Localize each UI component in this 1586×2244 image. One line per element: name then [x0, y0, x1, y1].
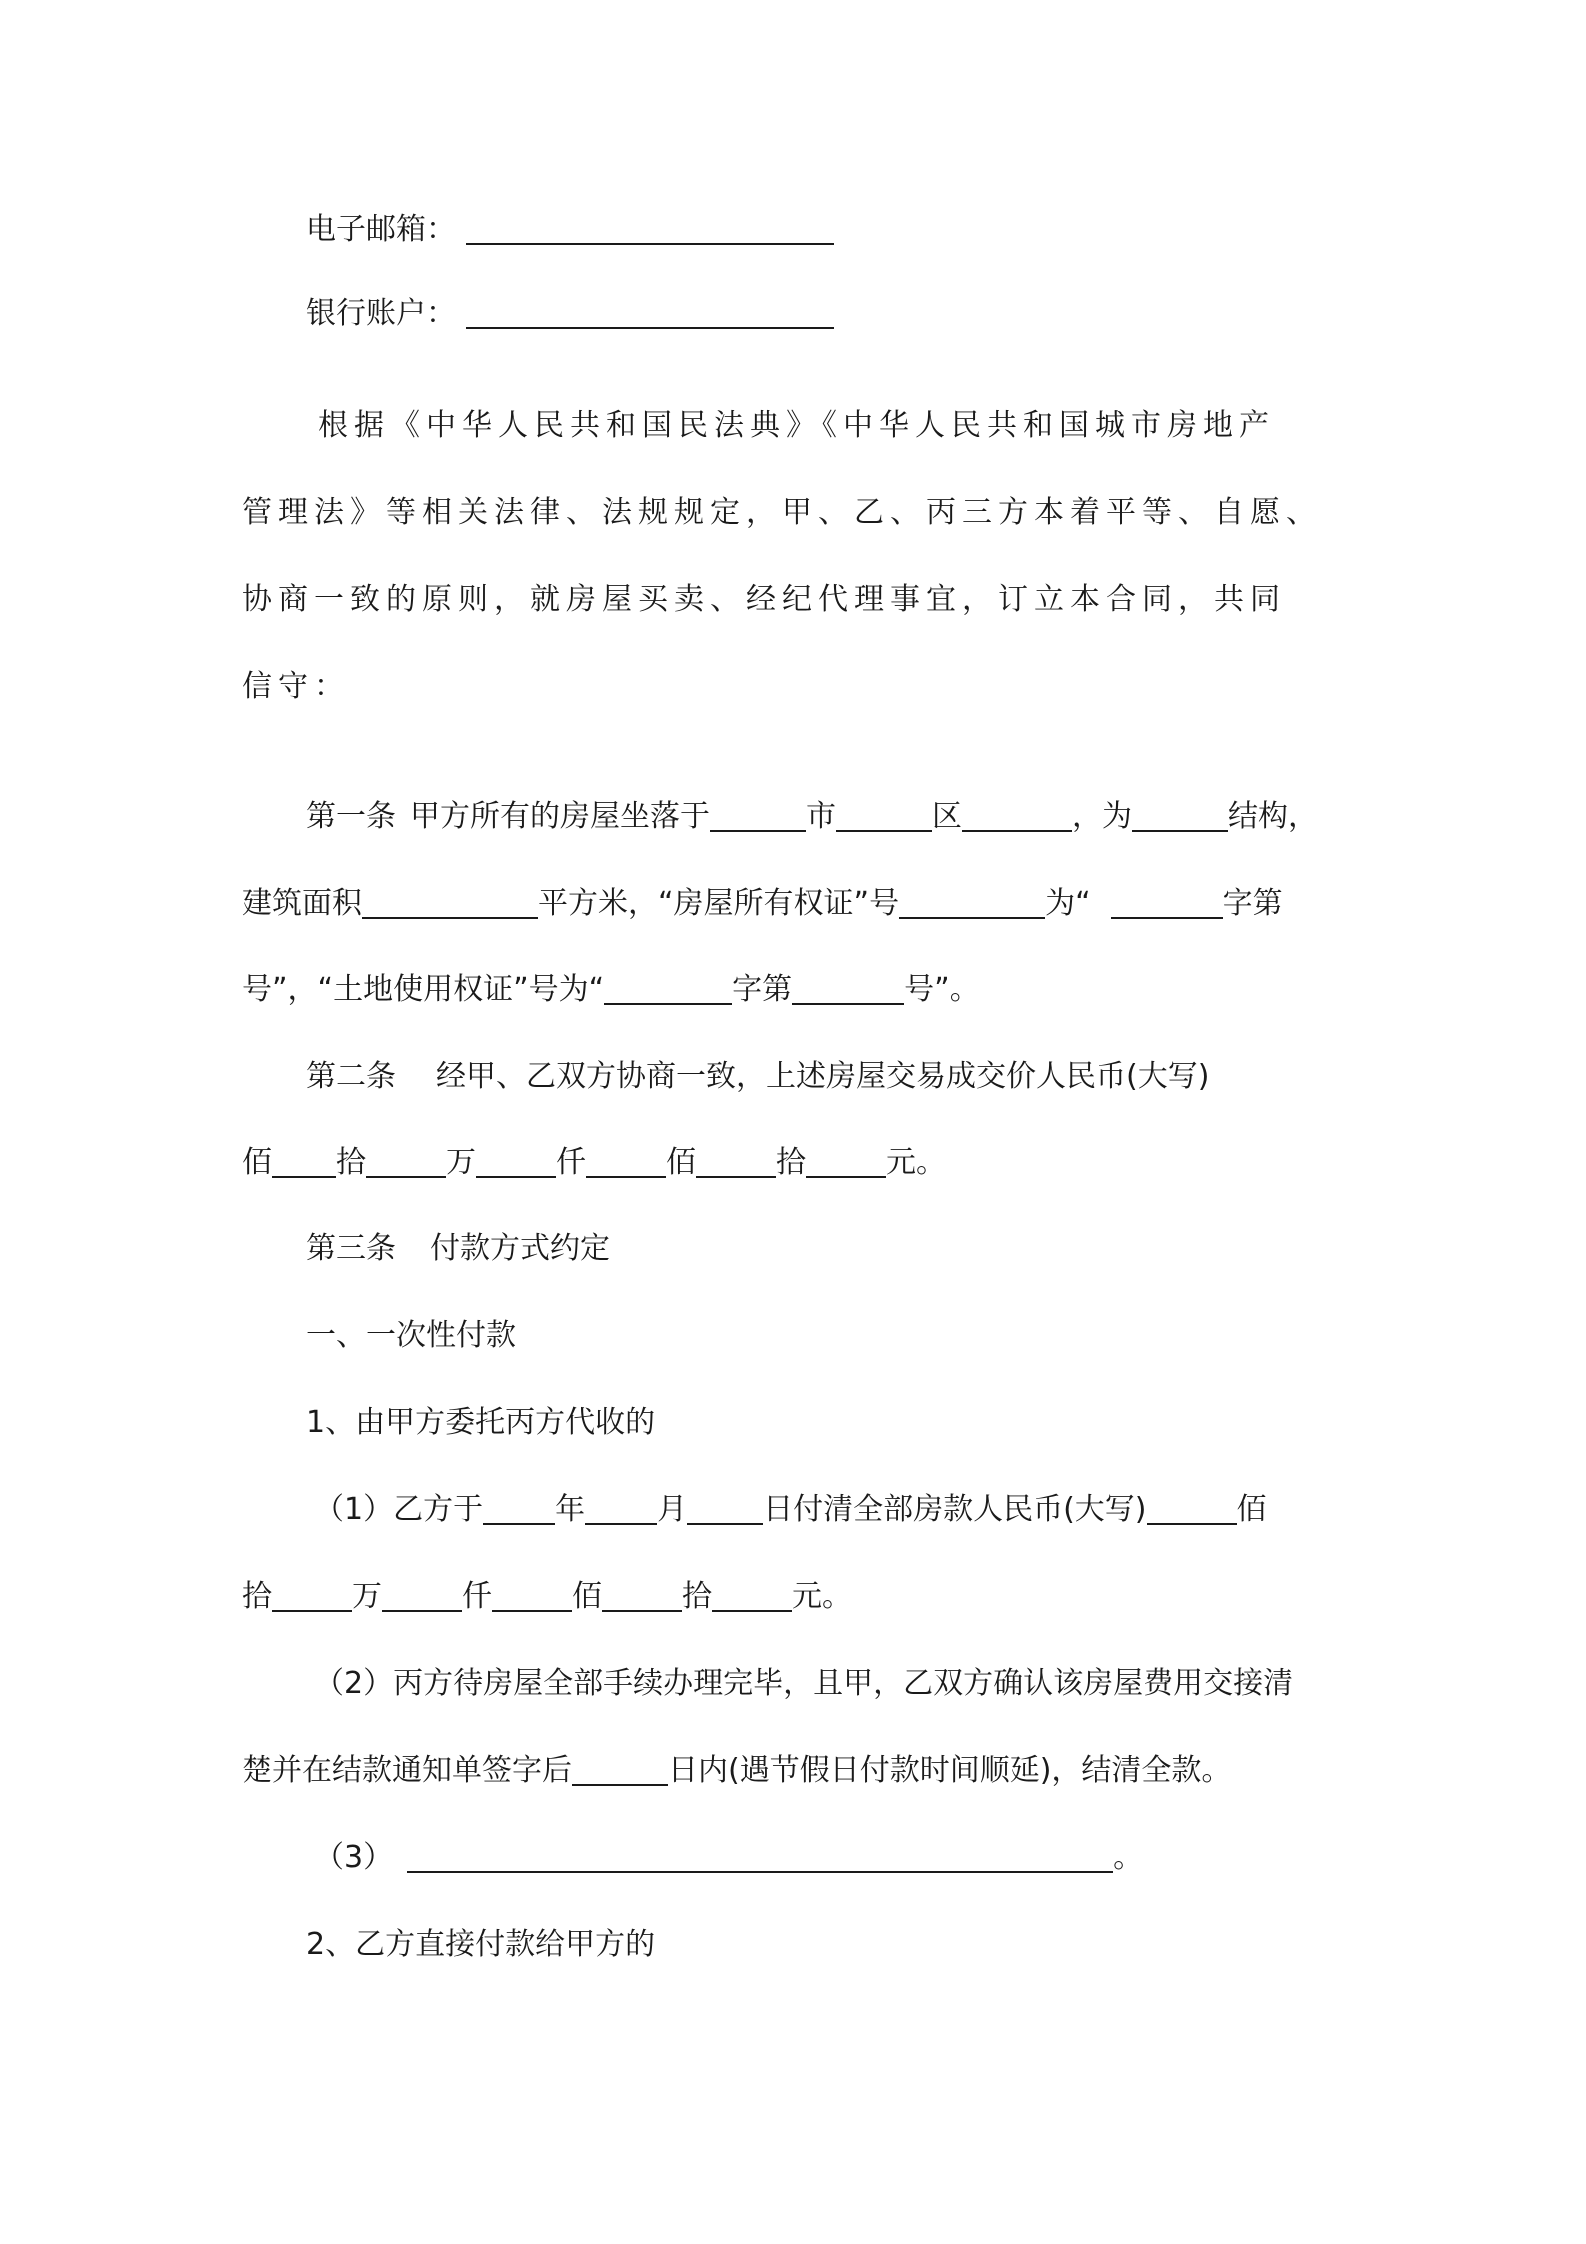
year-label: 年 — [555, 1492, 586, 1527]
day-blank[interactable] — [687, 1493, 763, 1525]
p1-text: 日付清全部房款人民币(大写) — [763, 1492, 1147, 1527]
area-blank[interactable] — [362, 887, 538, 919]
preamble-line-3: 协商一致的原则，就房屋买卖、经纪代理事宜，订立本合同，共同 — [242, 582, 1286, 617]
land-cert-number-blank[interactable] — [792, 973, 904, 1005]
address-blank[interactable] — [962, 800, 1072, 832]
p2-text: 丙方待房屋全部手续办理完毕，且甲，乙双方确认该房屋费用交接清 — [393, 1666, 1294, 1701]
p3-end: 。 — [1113, 1840, 1144, 1875]
unit-label: 拾 — [776, 1145, 806, 1180]
article-1-line-1 — [306, 797, 1318, 837]
unit-label: 拾 — [682, 1579, 712, 1614]
preamble-line-4: 信守： — [242, 669, 350, 704]
p1-number: （1） — [314, 1492, 394, 1527]
title-cert-label: 平方米，“房屋所有权证”号 — [538, 886, 900, 921]
article-1-text: 号”。 — [904, 972, 980, 1007]
preamble-line-1: 根据《中华人民共和国民法典》《中华人民共和国城市房地产 — [318, 408, 1275, 443]
item-2-heading: 2、乙方直接付款给甲方的 — [306, 1927, 656, 1962]
unit-label: 元。 — [886, 1145, 946, 1180]
p1-text: 乙方于 — [393, 1492, 484, 1527]
amount-blank[interactable] — [272, 1580, 352, 1612]
p3-line — [314, 1838, 1143, 1878]
unit-label: 佰 — [666, 1145, 696, 1180]
amount-blank[interactable] — [806, 1146, 886, 1178]
unit-label: 仟 — [462, 1579, 492, 1614]
title-cert-prefix-blank[interactable] — [1111, 887, 1223, 919]
article-2-line-2 — [242, 1143, 946, 1183]
unit-label: 元。 — [792, 1579, 852, 1614]
unit-label: 佰 — [242, 1145, 272, 1180]
land-cert-label: 号”，“土地使用权证”号为“ — [242, 972, 605, 1007]
amount-blank[interactable] — [712, 1580, 792, 1612]
city-blank[interactable] — [710, 800, 806, 832]
article-1-text: 字第 — [1222, 886, 1283, 921]
p2-text: 楚并在结款通知单签字后 — [242, 1753, 572, 1788]
amount-blank[interactable] — [492, 1580, 572, 1612]
unit-label: 佰 — [1236, 1492, 1267, 1527]
title-cert-blank[interactable] — [899, 887, 1045, 919]
district-blank[interactable] — [836, 800, 932, 832]
district-label: 区 — [932, 799, 962, 834]
article-1-text: 甲方所有的房屋坐落于 — [410, 799, 710, 834]
p2-text: 日内(遇节假日付款时间顺延)，结清全款。 — [668, 1753, 1232, 1788]
article-1-text: 为“ — [1045, 886, 1091, 921]
article-3-heading: 第三条 — [306, 1231, 396, 1266]
structure-label: 结构， — [1228, 799, 1318, 834]
article-2-line-1 — [306, 1057, 1209, 1097]
bank-account-row — [306, 294, 834, 334]
year-blank[interactable] — [483, 1493, 555, 1525]
item-1-heading: 1、由甲方委托丙方代收的 — [306, 1405, 656, 1440]
article-1-text: ，为 — [1072, 799, 1132, 834]
structure-blank[interactable] — [1132, 800, 1228, 832]
amount-blank[interactable] — [602, 1580, 682, 1612]
email-row — [306, 210, 834, 250]
days-blank[interactable] — [572, 1754, 668, 1786]
p3-blank[interactable] — [407, 1841, 1113, 1873]
p2-line-2 — [242, 1751, 1231, 1791]
section-1-heading: 一、一次性付款 — [306, 1318, 516, 1353]
bank-account-label: 银行账户： — [306, 296, 456, 331]
email-label: 电子邮箱： — [306, 212, 456, 247]
p1-line-2 — [242, 1577, 852, 1617]
month-blank[interactable] — [585, 1493, 657, 1525]
unit-label: 万 — [446, 1145, 476, 1180]
unit-label: 万 — [352, 1579, 382, 1614]
p1-line-1 — [314, 1490, 1267, 1530]
p2-number: （2） — [314, 1666, 394, 1701]
unit-label: 佰 — [572, 1579, 602, 1614]
amount-blank[interactable] — [476, 1146, 556, 1178]
amount-blank[interactable] — [272, 1146, 336, 1178]
unit-label: 拾 — [242, 1579, 272, 1614]
land-cert-prefix-blank[interactable] — [604, 973, 732, 1005]
amount-blank[interactable] — [382, 1580, 462, 1612]
unit-label: 拾 — [336, 1145, 366, 1180]
amount-blank[interactable] — [586, 1146, 666, 1178]
article-3-heading-line — [306, 1229, 610, 1269]
article-1-line-3 — [242, 970, 980, 1010]
month-label: 月 — [657, 1492, 688, 1527]
article-2-heading: 第二条 — [306, 1059, 396, 1094]
article-3-title: 付款方式约定 — [430, 1231, 610, 1266]
article-2-text: 经甲、乙双方协商一致，上述房屋交易成交价人民币(大写) — [436, 1059, 1210, 1094]
email-blank[interactable] — [466, 213, 834, 245]
p3-number: （3） — [314, 1840, 394, 1875]
p2-line-1 — [314, 1664, 1293, 1704]
amount-blank[interactable] — [366, 1146, 446, 1178]
amount-blank[interactable] — [1147, 1493, 1237, 1525]
area-label: 建筑面积 — [242, 886, 362, 921]
article-1-text: 字第 — [732, 972, 793, 1007]
city-label: 市 — [806, 799, 836, 834]
unit-label: 仟 — [556, 1145, 586, 1180]
bank-account-blank[interactable] — [466, 297, 834, 329]
article-1-heading: 第一条 — [306, 799, 396, 834]
article-1-line-2 — [242, 884, 1283, 924]
preamble-line-2: 管理法》等相关法律、法规规定，甲、乙、丙三方本着平等、自愿、 — [242, 495, 1322, 530]
amount-blank[interactable] — [696, 1146, 776, 1178]
